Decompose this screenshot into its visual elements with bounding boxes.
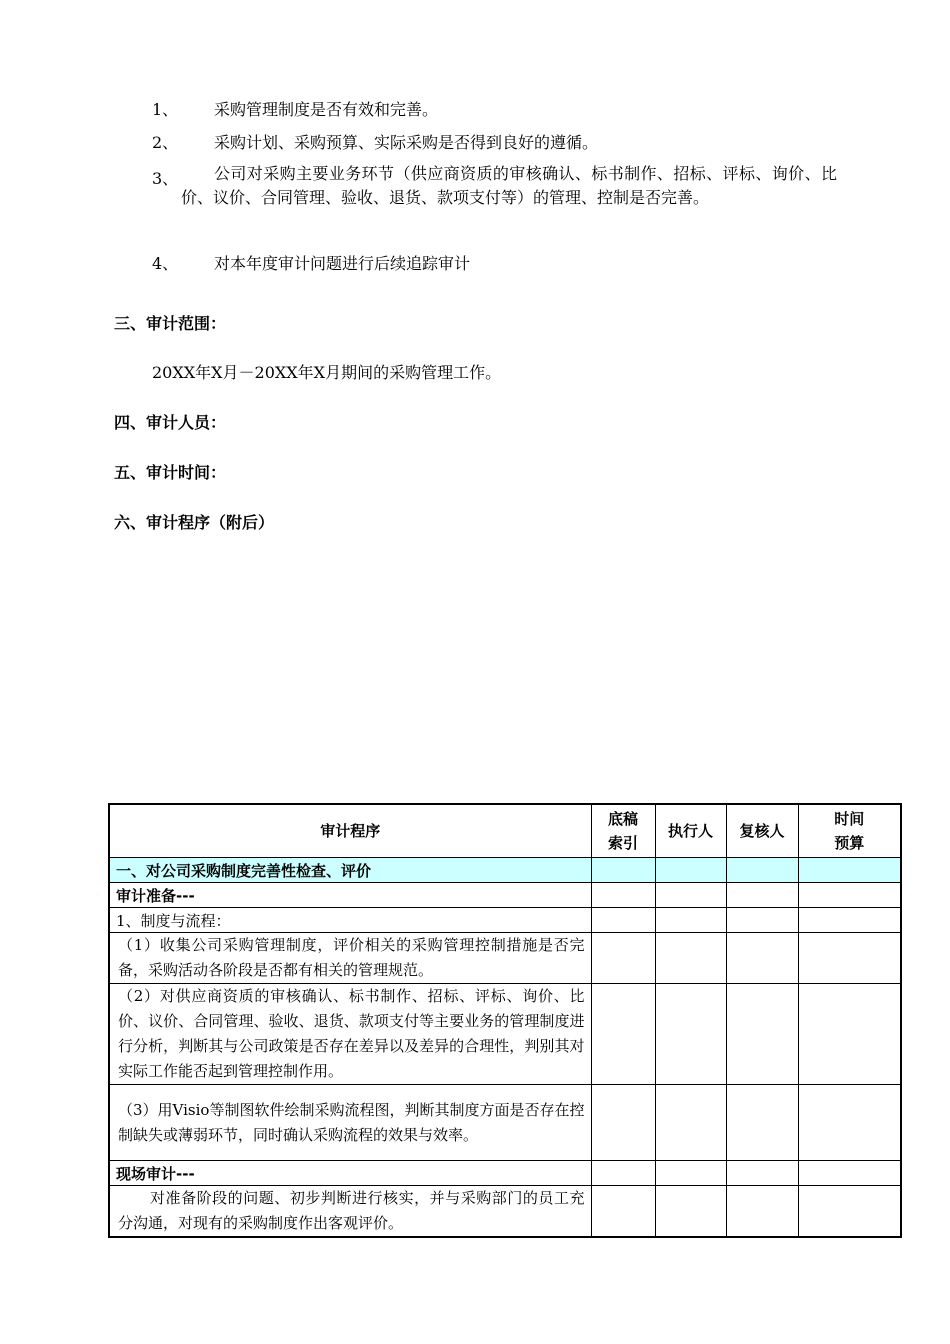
cell bbox=[726, 1186, 798, 1238]
cell bbox=[726, 933, 798, 984]
table-row bbox=[109, 908, 901, 933]
cell bbox=[726, 858, 798, 883]
cell bbox=[655, 1161, 726, 1186]
table-row bbox=[109, 1186, 901, 1238]
system-and-process-label: 1、制度与流程： bbox=[109, 908, 591, 933]
cell bbox=[655, 1085, 726, 1161]
header-time-line2: 预算 bbox=[834, 834, 865, 852]
cell bbox=[591, 1085, 655, 1161]
objective-2-number: 2、 bbox=[152, 133, 179, 152]
procedure-item-3: （3）用Visio等制图软件绘制采购流程图，判断其制度方面是否存在控制缺失或薄弱环节，同时确认采购流程的效果与效率。 bbox=[109, 1085, 591, 1161]
cell bbox=[655, 908, 726, 933]
table-header-row bbox=[109, 804, 901, 858]
scope-text: 20XX年X月－20XX年X月期间的采购管理工作。 bbox=[152, 363, 502, 382]
header-working-paper-index bbox=[591, 804, 655, 858]
cell bbox=[655, 858, 726, 883]
cell bbox=[726, 883, 798, 908]
cell bbox=[798, 1085, 901, 1161]
personnel-heading: 四、审计人员： bbox=[114, 413, 227, 432]
header-index-line2: 索引 bbox=[607, 834, 638, 852]
objective-3-number: 3、 bbox=[152, 169, 179, 188]
table-row bbox=[109, 933, 901, 984]
cell bbox=[726, 1085, 798, 1161]
cell bbox=[798, 1186, 901, 1238]
cell bbox=[655, 984, 726, 1085]
field-audit-label: 现场审计--- bbox=[109, 1161, 591, 1186]
cell bbox=[591, 984, 655, 1085]
objective-2-text: 采购计划、采购预算、实际采购是否得到良好的遵循。 bbox=[214, 133, 599, 152]
scope-heading: 三、审计范围： bbox=[114, 314, 227, 333]
cell bbox=[798, 908, 901, 933]
procedure-item-1: （1）收集公司采购管理制度，评价相关的采购管理控制措施是否完备，采购活动各阶段是否都有相关的管理规范。 bbox=[109, 933, 591, 984]
header-index-line1: 底稿 bbox=[607, 810, 638, 828]
header-procedure: 审计程序 bbox=[109, 804, 591, 858]
procedure-heading: 六、审计程序（附后） bbox=[114, 513, 275, 532]
cell bbox=[591, 1161, 655, 1186]
cell bbox=[655, 1186, 726, 1238]
cell bbox=[798, 933, 901, 984]
table-row bbox=[109, 984, 901, 1085]
header-time-budget bbox=[798, 804, 901, 858]
table-row bbox=[109, 1161, 901, 1186]
cell bbox=[798, 1161, 901, 1186]
cell bbox=[591, 883, 655, 908]
header-time-line1: 时间 bbox=[834, 810, 865, 828]
table-row bbox=[109, 1085, 901, 1161]
procedure-item-2: （2）对供应商资质的审核确认、标书制作、招标、评标、询价、比价、议价、合同管理、验收、退货、款项支付等主要业务的管理制度进行分析，判断其与公司政策是否存在差异以及差异的合理性，判别其对实际工作能否起到管理控制作用。 bbox=[109, 984, 591, 1085]
cell bbox=[655, 933, 726, 984]
audit-prep-label: 审计准备--- bbox=[109, 883, 591, 908]
objective-4-number: 4、 bbox=[152, 254, 179, 273]
field-audit-text: 对准备阶段的问题、初步判断进行核实，并与采购部门的员工充分沟通，对现有的采购制度作出客观评价。 bbox=[109, 1186, 591, 1238]
audit-procedure-table bbox=[108, 803, 902, 1238]
cell bbox=[798, 858, 901, 883]
header-executor: 执行人 bbox=[655, 804, 726, 858]
cell bbox=[591, 933, 655, 984]
cell bbox=[798, 883, 901, 908]
cell bbox=[798, 984, 901, 1085]
table-row bbox=[109, 883, 901, 908]
header-reviewer: 复核人 bbox=[726, 804, 798, 858]
cell bbox=[726, 984, 798, 1085]
objective-1-text: 采购管理制度是否有效和完善。 bbox=[214, 100, 439, 119]
cell bbox=[655, 883, 726, 908]
objective-1-number: 1、 bbox=[152, 100, 179, 119]
cell bbox=[591, 908, 655, 933]
objective-3-text: 公司对采购主要业务环节（供应商资质的审核确认、标书制作、招标、评标、询价、比价、议价、合同管理、验收、退货、款项支付等）的管理、控制是否完善。 bbox=[181, 164, 837, 207]
cell bbox=[591, 858, 655, 883]
time-heading: 五、审计时间： bbox=[114, 463, 227, 482]
table-row bbox=[109, 858, 901, 883]
section-1-title: 一、对公司采购制度完善性检查、评价 bbox=[109, 858, 591, 883]
cell bbox=[726, 908, 798, 933]
cell bbox=[591, 1186, 655, 1238]
objective-4-text: 对本年度审计问题进行后续追踪审计 bbox=[214, 254, 471, 273]
cell bbox=[726, 1161, 798, 1186]
